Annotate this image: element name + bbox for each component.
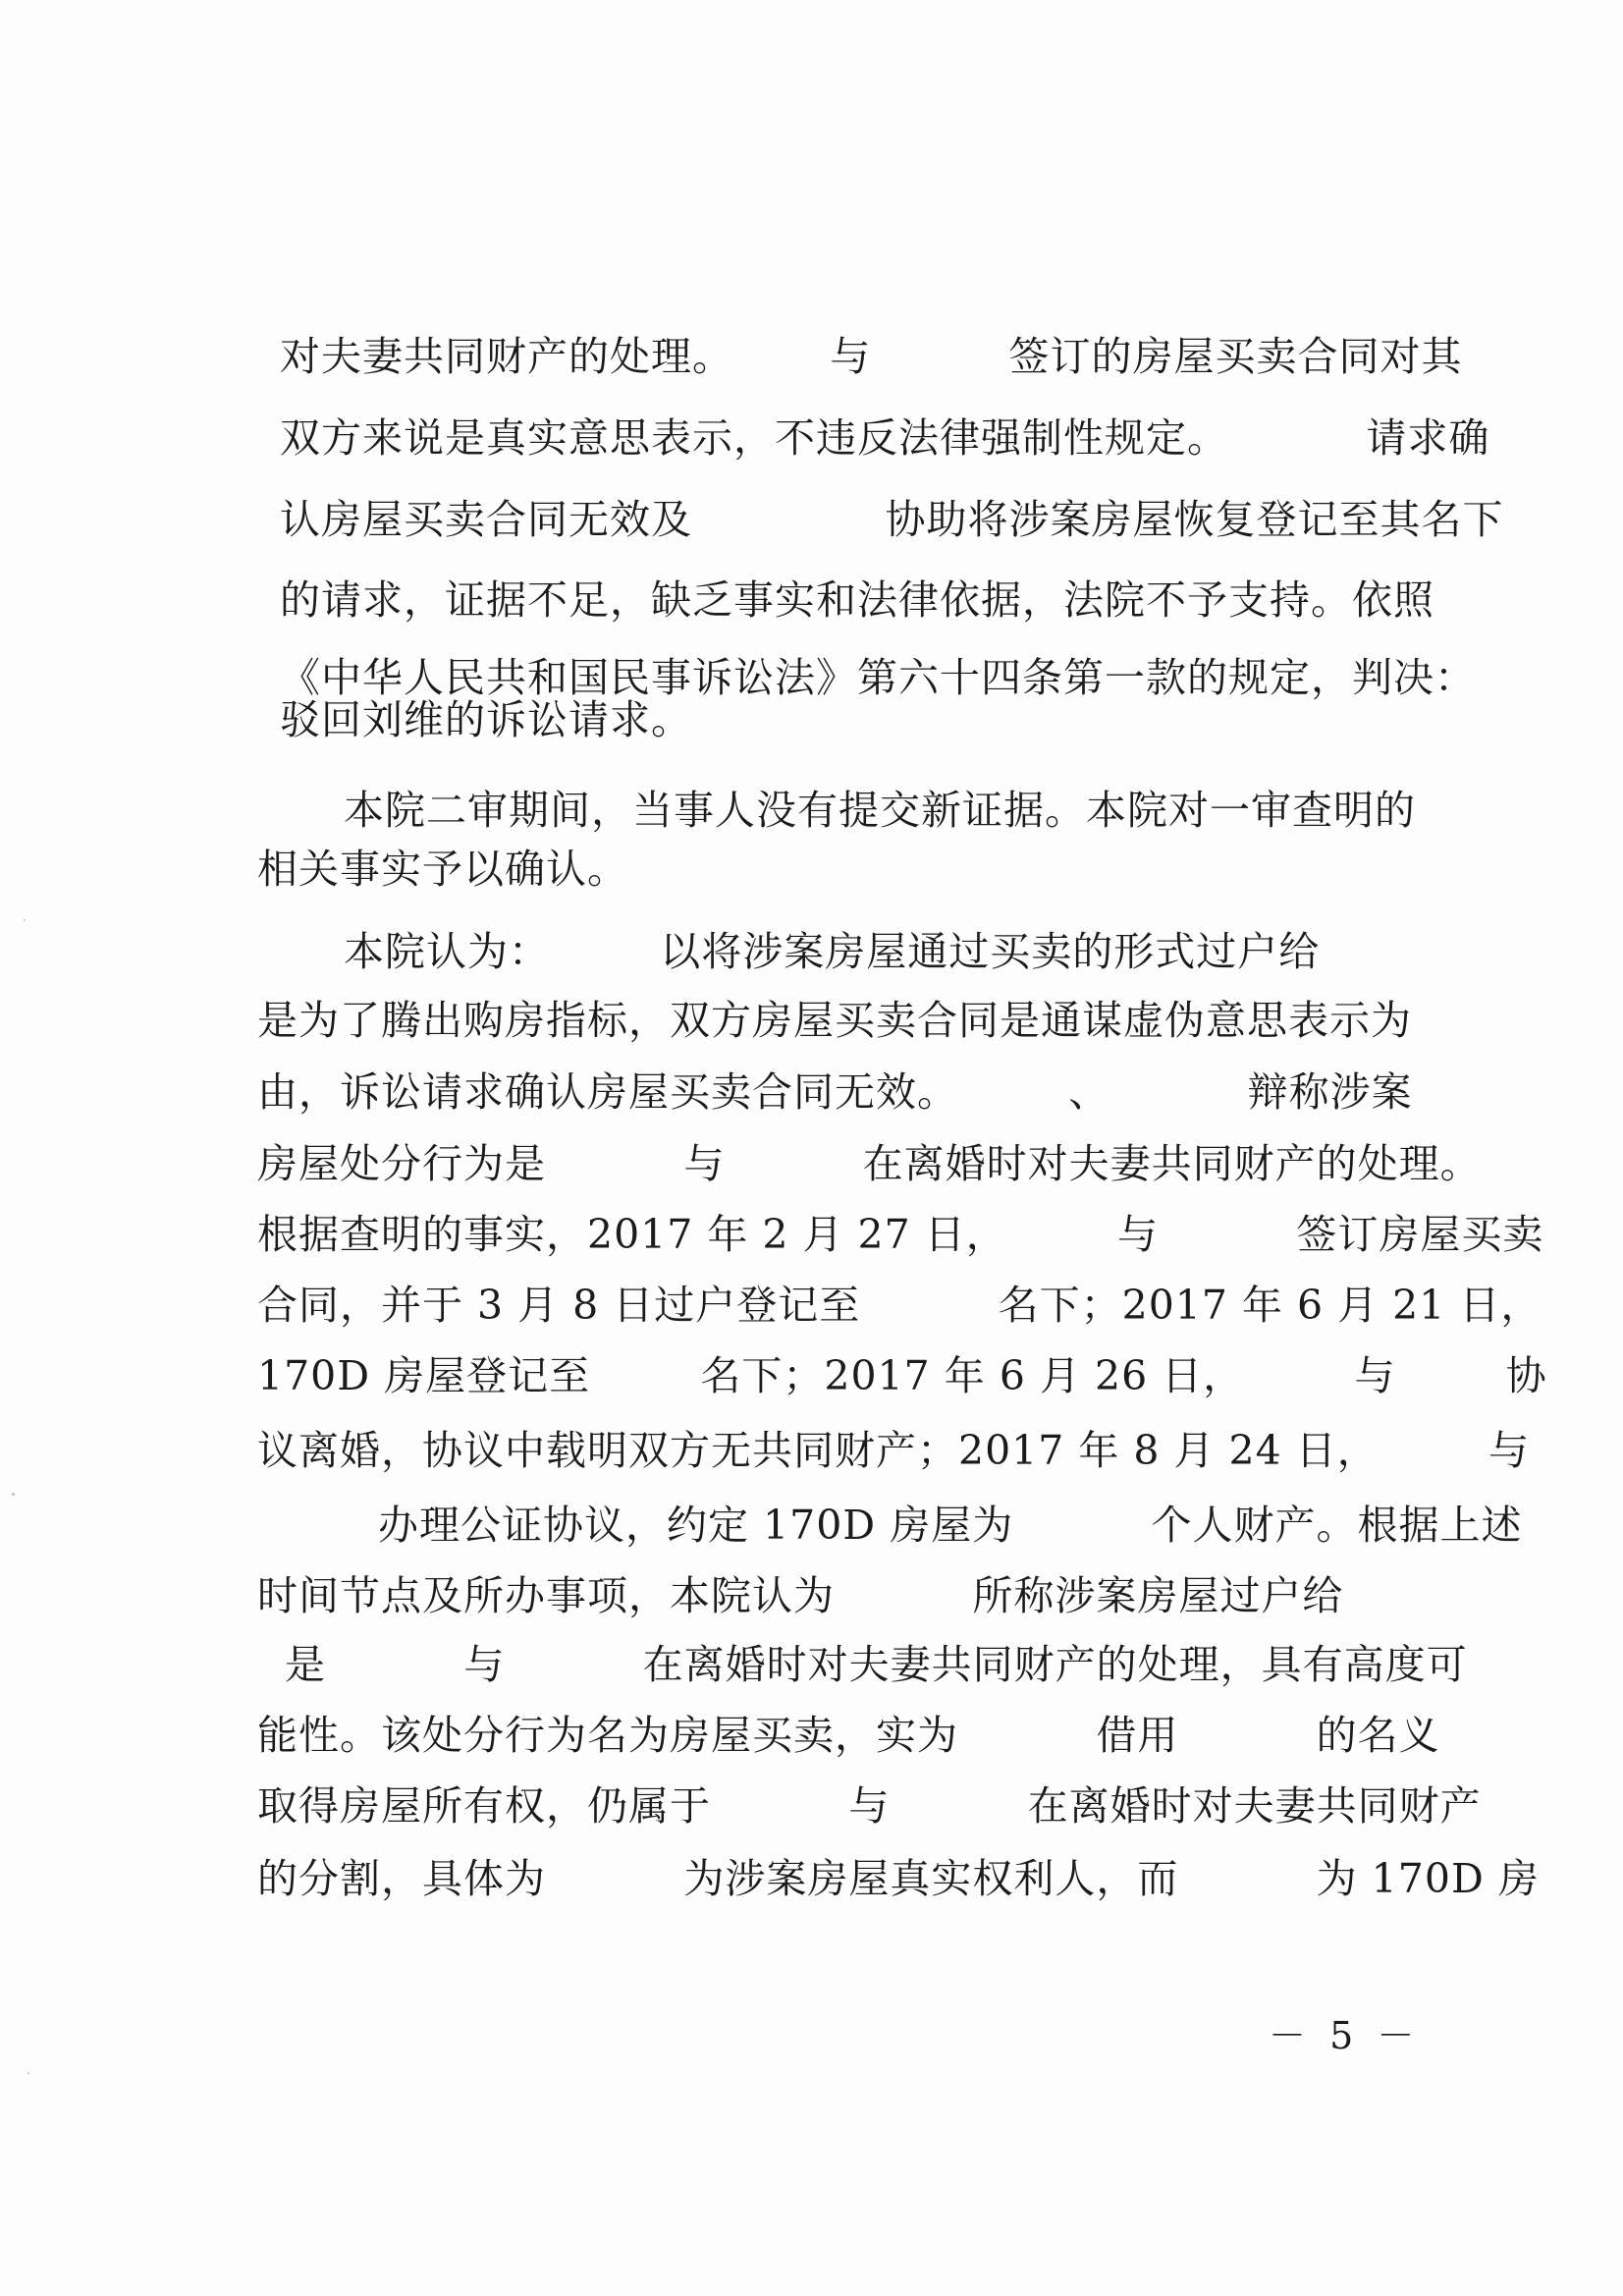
- text-line: 双方来说是真实意思表示，不违反法律强制性规定。 请求确: [280, 414, 1490, 462]
- text-line: 是为了腾出购房指标，双方房屋买卖合同是通谋虚伪意思表示为: [257, 997, 1412, 1044]
- text-line: 的分割，具体为 为涉案房屋真实权利人，而 为 170D 房: [257, 1855, 1540, 1902]
- text-line: 合同，并于 3 月 8 日过户登记至 名下；2017 年 6 月 21 日，: [257, 1282, 1542, 1329]
- text-line: 对夫妻共同财产的处理。 与 签订的房屋买卖合同对其: [280, 333, 1463, 380]
- text-line: 房屋处分行为是 与 在离婚时对夫妻共同财产的处理。: [257, 1140, 1482, 1187]
- text-line: 170D 房屋登记至 名下；2017 年 6 月 26 日， 与 协: [257, 1352, 1547, 1399]
- text-line: 是 与 在离婚时对夫妻共同财产的处理，具有高度可: [285, 1641, 1468, 1688]
- page-number: － 5 －: [1269, 2014, 1421, 2057]
- text-line: 《中华人民共和国民事诉讼法》第六十四条第一款的规定，判决：: [280, 654, 1476, 701]
- text-line: 取得房屋所有权，仍属于 与 在离婚时对夫妻共同财产: [257, 1782, 1482, 1830]
- text-line: 的请求，证据不足，缺乏事实和法律依据，法院不予支持。依照: [280, 576, 1434, 624]
- scan-speck: [27, 2072, 29, 2074]
- text-line: 本院认为： 以将涉案房屋通过买卖的形式过户给: [344, 928, 1321, 975]
- text-line: 驳回刘维的诉讼请求。: [280, 696, 692, 743]
- scan-speck: [12, 1493, 15, 1496]
- text-line: 能性。该处分行为名为房屋买卖，实为 借用 的名义: [257, 1712, 1440, 1759]
- text-line: 时间节点及所办事项，本院认为 所称涉案房屋过户给: [257, 1572, 1344, 1619]
- text-line: 相关事实予以确认。: [257, 846, 628, 893]
- scan-speck: [24, 919, 26, 921]
- text-line: 根据查明的事实，2017 年 2 月 27 日， 与 签订房屋买卖: [257, 1211, 1544, 1258]
- text-line: 本院二审期间，当事人没有提交新证据。本院对一审查明的: [344, 787, 1416, 834]
- text-line: 由，诉讼请求确认房屋买卖合同无效。 、 辩称涉案: [257, 1068, 1413, 1116]
- text-line: 认房屋买卖合同无效及 协助将涉案房屋恢复登记至其名下: [280, 496, 1504, 543]
- text-line: 办理公证协议，约定 170D 房屋为 个人财产。根据上述: [378, 1502, 1523, 1549]
- text-line: 议离婚，协议中载明双方无共同财产；2017 年 8 月 24 日， 与: [257, 1427, 1531, 1474]
